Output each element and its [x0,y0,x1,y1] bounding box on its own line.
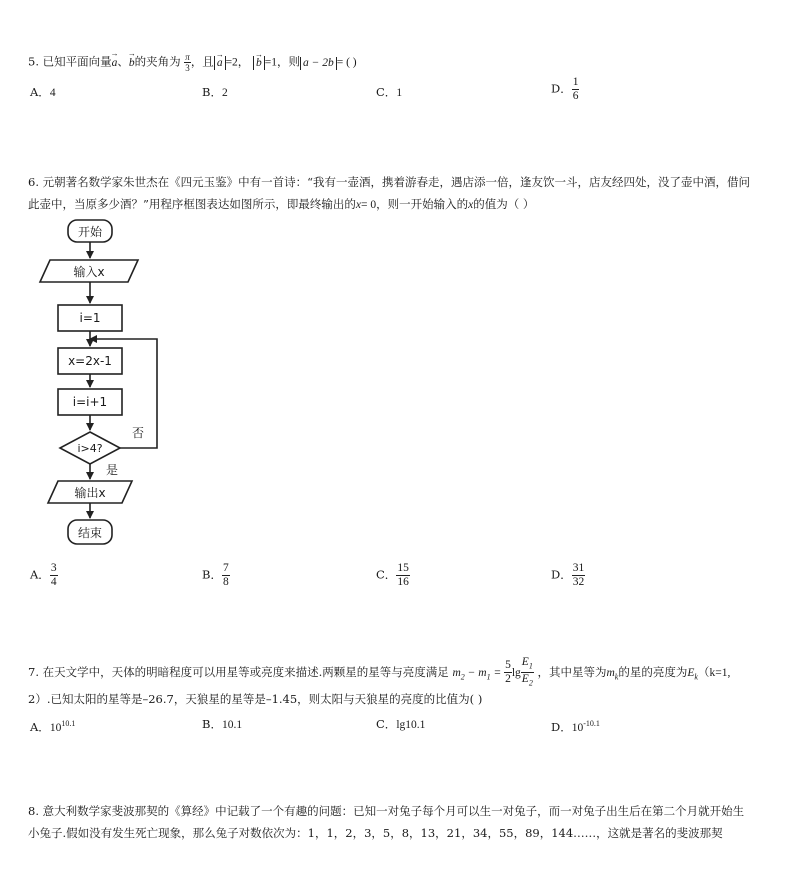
fraction-denominator: 16 [397,576,409,588]
q6-option-b[interactable] [202,562,230,589]
flow-yes-label: 是 [105,463,119,477]
option-fraction [396,562,410,589]
q5-text-3: ，且 [190,54,214,69]
ratio-fraction [521,656,534,690]
flow-no-label: 否 [131,426,145,440]
fraction-numerator: 7 [222,562,229,574]
flow-start-label: 开始 [77,225,103,239]
option-value: 1 [396,87,403,99]
m1-symbol: m [478,666,487,679]
q7-option-a[interactable] [30,716,75,736]
norm-b [253,56,265,70]
q6-stem-line-1: 6. 元朝著名数学家朱世杰在《四元玉鉴》中有一首诗：“我有一壶酒，携着游春走，遇店添一倍，逢友饮一斗，店友经四处，没了壶中酒，借问 [28,175,750,189]
q7-option-b[interactable] [202,716,242,733]
option-value: 4 [49,87,56,99]
q5-option-d[interactable] [551,76,579,103]
flow-init-label: i=1 [79,311,101,325]
norm-a-value: =2， [225,56,250,69]
coef-numerator: 5 [505,659,511,672]
angle-numerator: π [185,52,190,62]
q7-text-b: ，其中星等为 [537,664,607,679]
e1-symbol: E [521,656,529,668]
option-label: C． [376,717,397,731]
flowchart [0,0,200,560]
q6-option-c[interactable] [376,562,410,589]
ratio-numerator: $E_1$ [521,656,534,673]
flow-update-x-label: x=2x-1 [68,354,112,368]
fraction-numerator: 31 [572,562,585,574]
flow-update-i-label: i=i+1 [72,395,108,409]
q5-option-c[interactable] [376,84,402,101]
vector-b: → b [129,55,135,71]
q7-text-d: （k=1, [697,666,731,679]
option-label: D． [551,567,572,582]
fraction-numerator: 15 [397,562,409,574]
q6-option-a[interactable] [30,562,58,589]
option-label: A． [30,567,50,582]
q5-option-b[interactable] [202,84,228,101]
q5-text-2: 的夹角为 [134,54,181,69]
mk-symbol: $m_k$ [606,666,619,682]
q7-text-c: 的星的亮度为 [618,664,688,679]
flow-end-label: 结束 [77,526,103,540]
option-label: A． [30,85,50,99]
vector-a: → a [112,55,118,71]
fraction-denominator: 32 [572,576,585,588]
flow-condition-label: i>4? [77,442,103,455]
option-label: B． [202,567,222,582]
q8-stem-line-1: 8. 意大利数学家斐波那契的《算经》中记载了一个有趣的问题：已知一对兔子每个月可以生一对兔子，而一对兔子出生后在第二个月就开始生 [28,804,745,818]
option-exponent: -10.1 [583,719,600,728]
option-fraction [572,76,580,103]
ek-symbol: $E_k$ [687,666,698,682]
fraction-denominator: 8 [222,576,229,588]
fraction-numerator: 1 [572,76,579,88]
q6-text-a: 此壶中，当原多少酒？”用程序框图表达如图所示，即最终输出的 [28,197,356,211]
q5-number: 5. [28,54,39,69]
norm-b-vector: → b [256,57,262,70]
option-label: C． [376,85,397,99]
m-symbol: m [606,666,615,679]
q5-tail: = ( ) [336,56,357,69]
var-x: x [355,199,361,211]
option-fraction [222,562,230,589]
q6-option-d[interactable] [551,562,585,589]
option-label: C． [376,567,397,582]
q7-text-a: 7. 在天文学中，天体的明暗程度可以用星等或亮度来描述.两颗星的星等与亮度满足 [28,664,449,679]
option-label: A． [30,719,50,734]
minus-sign: − [464,666,479,679]
option-label: B． [202,717,222,731]
fraction-numerator: 3 [50,562,57,574]
option-label: B． [202,85,222,99]
fraction-denominator: 6 [572,90,579,102]
option-exponent: 10.1 [61,719,76,728]
fraction-denominator: 4 [50,576,57,588]
q7-option-d[interactable] [551,716,600,736]
option-base: 10 [571,721,584,734]
option-value: 10.1 [221,719,243,731]
var-x: x [468,199,474,211]
option-value: 2 [221,87,228,99]
norm-b-value: =1，则 [264,56,300,69]
equals-sign: = [490,666,505,679]
norm-expression: a − 2b [300,57,337,70]
q7-option-c[interactable] [376,716,425,733]
q6-text-c: 的值为（ ） [473,197,535,211]
option-base: 10 [49,721,62,734]
flow-output-label: 输出x [74,486,106,500]
option-fraction [50,562,58,589]
ratio-denominator: $E_2$ [521,673,533,688]
lg-symbol: lg [511,666,521,679]
option-label: D． [551,81,572,96]
option-label: D． [551,719,572,734]
option-fraction [572,562,586,589]
q5-sep: 、 [117,54,129,69]
norm-a [214,56,226,70]
flow-input-label: 输入x [73,265,105,279]
e-symbol: E [687,666,695,679]
m2-symbol: m [452,666,461,679]
q7-stem-line-1 [28,656,730,690]
formula: $m_2 - m_1$ = [452,666,505,682]
coef-fraction [504,659,512,686]
e2-symbol: E [521,673,529,686]
q6-text-b: = 0，则一开始输入的 [361,199,469,211]
angle-denominator: 3 [185,63,190,73]
q8-stem-line-2: 小兔子.假如没有发生死亡现象，那么兔子对数依次为：1，1，2，3，5，8，13，21，34，55，89，144……，这就是著名的斐波那契 [28,826,723,840]
norm-a-vector: → a [217,57,223,70]
option-value: lg10.1 [396,719,426,731]
q5-text-1: 已知平面向量 [42,54,112,69]
coef-denominator: 2 [505,673,511,686]
q7-stem-line-2: 2）.已知太阳的星等是–26.7，天狼星的星等是–1.45，则太阳与天狼星的亮度的比值为( ) [28,692,483,706]
